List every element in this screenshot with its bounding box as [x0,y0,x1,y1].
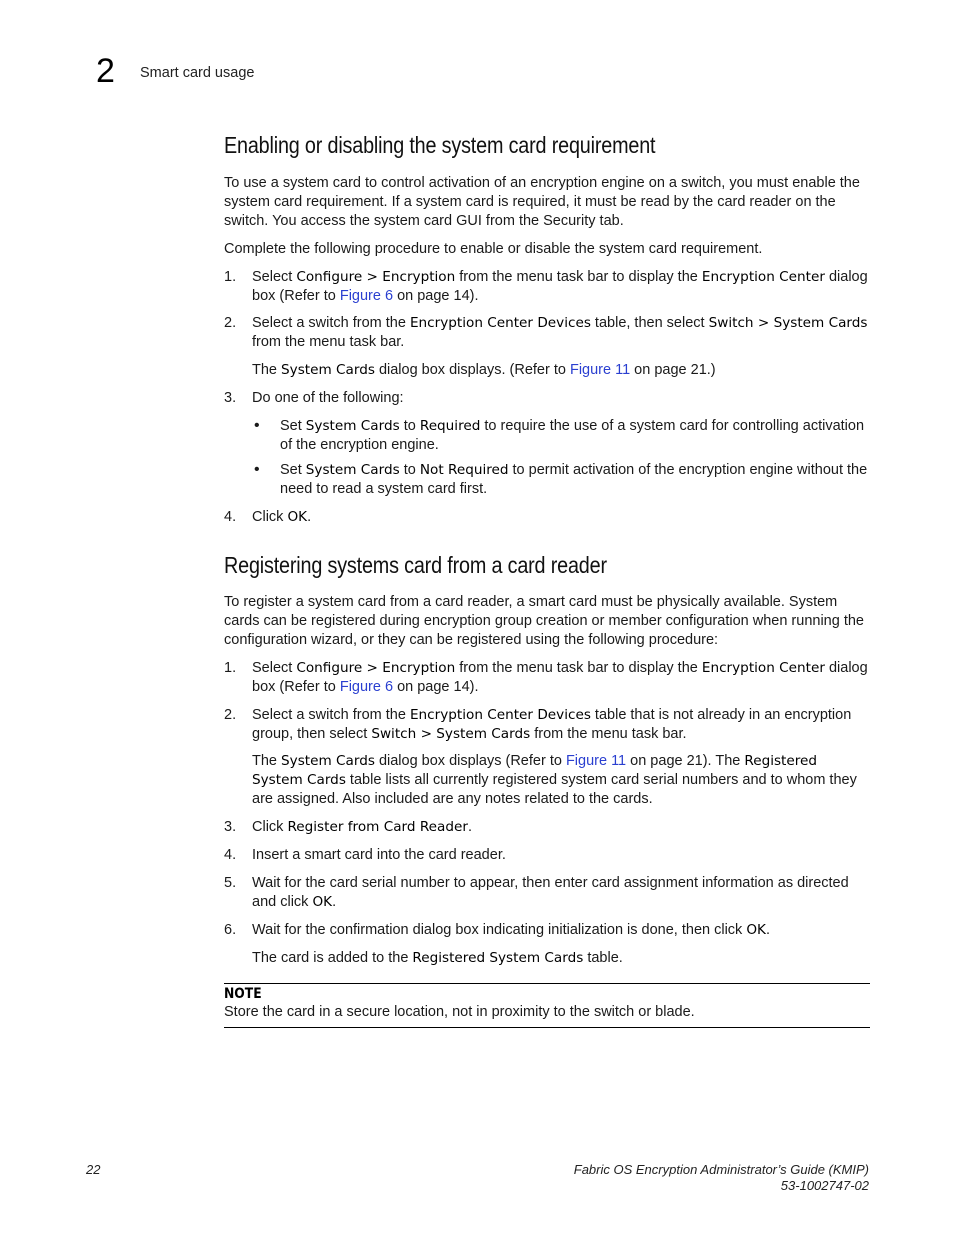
step-number: 4. [224,509,237,525]
chapter-number: 2 [96,52,115,90]
section2-intro: To register a system card from a card reader, a smart card must be physically available. System cards can be registered during encryption group creation or member configuration when running the configuration wizard, or they can be registered using the following procedure: [224,594,864,648]
step-number: 1. [224,269,237,285]
section-heading-registering: Registering systems card from a card reader [224,552,607,578]
step-number: 4. [224,847,237,863]
step-text: Wait for the card serial number to appear, then enter card assignment information as directed and click OK. [252,875,849,910]
step-text: Click OK. [252,509,312,525]
footer-doc-number: 53-1002747-02 [780,1178,869,1193]
note-label: NOTE [224,986,262,1002]
step-number: 6. [224,922,237,938]
step-text: Wait for the confirmation dialog box indicating initialization is done, then click OK. [252,922,770,938]
section2-step-2-note: The System Cards dialog box displays (Refer to Figure 11 on page 21). The Registered System Cards table lists all currently registered system card serial numbers and to whom they are assigned. Also included are any notes related to the cards. [252,753,857,807]
figure-6-link[interactable]: Figure 6 [339,288,394,304]
step-number: 1. [224,660,237,676]
section1-lead: Complete the following procedure to enable or disable the system card requirement. [224,241,763,257]
step-number: 2. [224,315,237,331]
step-text: Do one of the following: [252,390,404,406]
bullet-text: Set System Cards to Required to require the use of a system card for controlling activation of the encryption engine. [280,418,865,453]
note-top-rule [224,983,870,984]
figure-11-link[interactable]: Figure 11 [569,362,631,378]
section2-step-6-note: The card is added to the Registered System Cards table. [252,950,623,966]
bullet-text: Set System Cards to Not Required to permit activation of the encryption engine without the need to read a system card first. [280,462,868,497]
section-heading-enable-disable: Enabling or disabling the system card requirement [224,132,656,158]
section1-intro: To use a system card to control activation of an encryption engine on a switch, you must enable the system card requirement. If a system card is required, it must be read by the card reader on the switch. You access the system card GUI from the Security tab. [224,175,860,229]
figure-11-link[interactable]: Figure 11 [565,753,627,769]
bullet-icon: • [254,417,260,434]
chapter-title: Smart card usage [140,65,255,81]
step-number: 5. [224,875,237,891]
step-text: Select Configure > Encryption from the menu task bar to display the Encryption Center dialog box (Refer to Figure 6 on page 14). [252,269,868,304]
step-number: 2. [224,707,237,723]
step-text: Select a switch from the Encryption Center Devices table that is not already in an encryption group, then select Switch > System Cards from the menu task bar. [252,707,852,742]
note-text: Store the card in a secure location, not in proximity to the switch or blade. [224,1004,695,1020]
note-bottom-rule [224,1027,870,1028]
bullet-icon: • [254,461,260,478]
footer-doc-title: Fabric OS Encryption Administrator’s Guide (KMIP) [573,1162,869,1177]
step-text: Select a switch from the Encryption Center Devices table, then select Switch > System Cards from the menu task bar. [252,315,868,350]
step-text: Select Configure > Encryption from the menu task bar to display the Encryption Center dialog box (Refer to Figure 6 on page 14). [252,660,868,695]
step-text: Click Register from Card Reader. [252,819,472,835]
step-number: 3. [224,390,237,406]
section1-step-2-note: The System Cards dialog box displays. (Refer to Figure 11 on page 21.) [252,362,716,378]
page-number: 22 [86,1162,101,1177]
step-text: Insert a smart card into the card reader. [252,847,506,863]
figure-6-link[interactable]: Figure 6 [339,679,394,695]
step-number: 3. [224,819,237,835]
